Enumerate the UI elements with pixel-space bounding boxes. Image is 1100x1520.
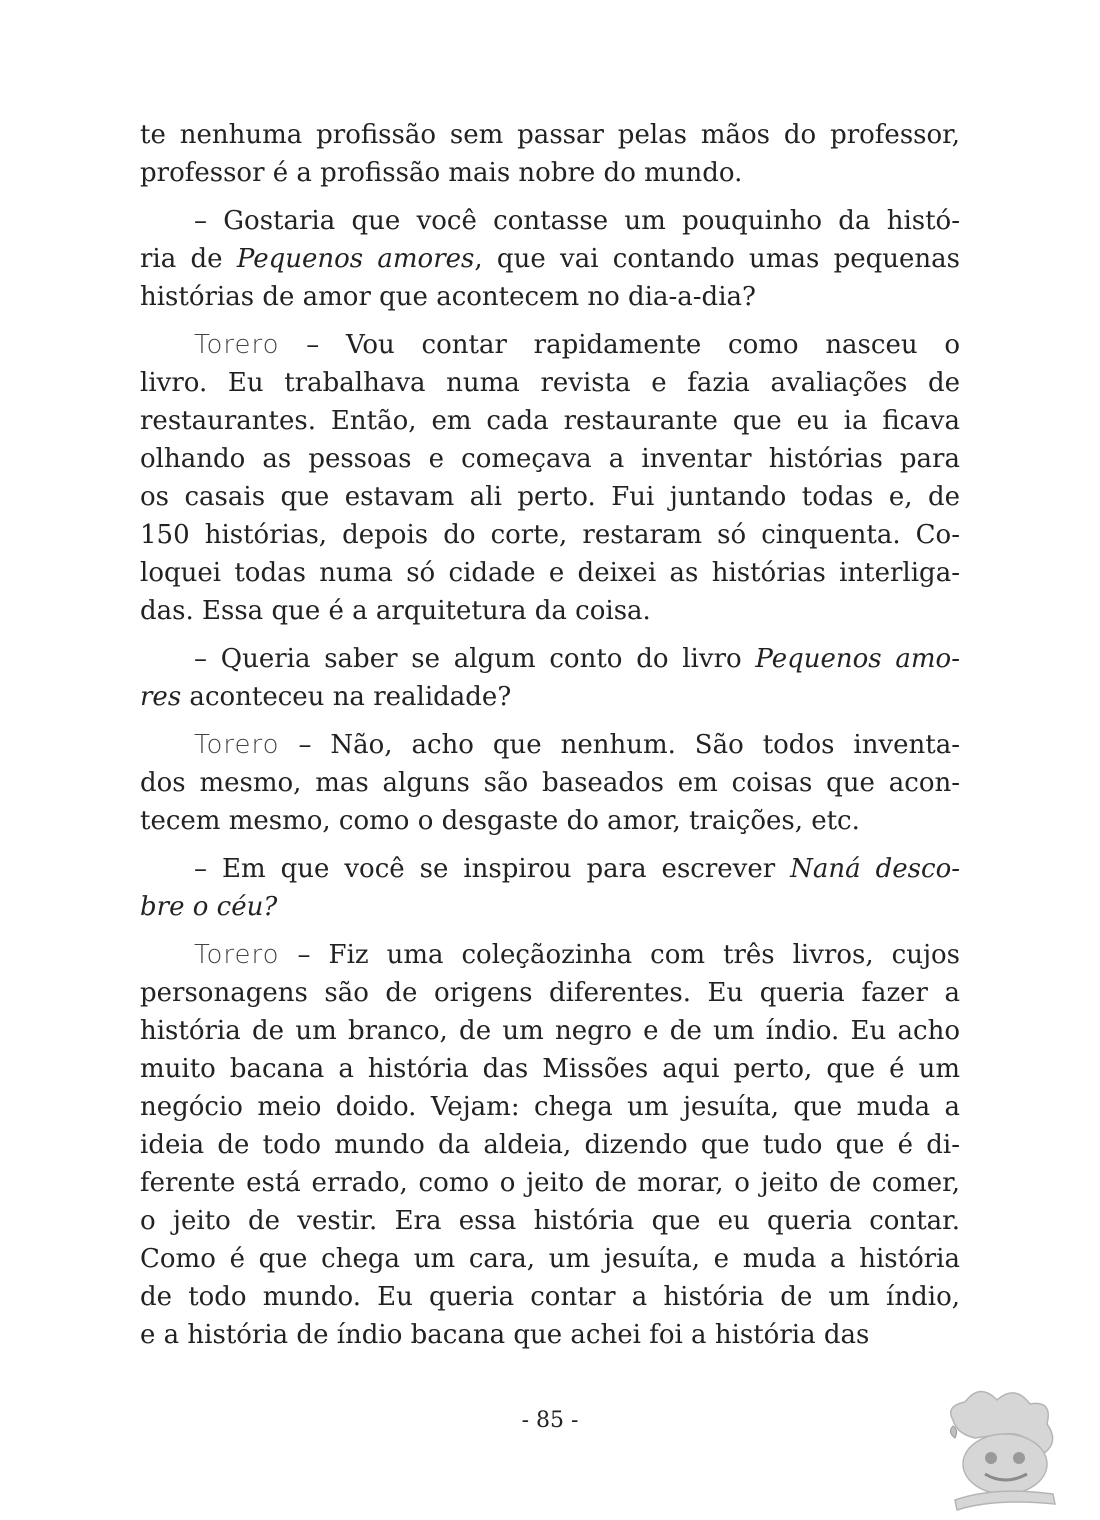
text-run: o jeito de vestir. Era essa história que eu queria contar. xyxy=(140,1206,960,1236)
text-run: – Vou contar rapidamente como nasceu o xyxy=(279,330,960,360)
mascot-illustration-icon xyxy=(935,1382,1065,1512)
text-run: das. Essa que é a arquitetura da coisa. xyxy=(140,596,651,626)
text-line xyxy=(140,1202,960,1240)
text-line xyxy=(140,516,960,554)
text-run: os casais que estavam ali perto. Fui juntando todas e, de xyxy=(140,482,960,512)
text-run: Como é que chega um cara, um jesuíta, e muda a história xyxy=(140,1244,960,1274)
text-line xyxy=(140,1126,960,1164)
text-run: olhando as pessoas e começava a inventar histórias para xyxy=(140,444,960,474)
paragraph xyxy=(140,936,960,1354)
text-run: ideia de todo mundo da aldeia, dizendo que tudo que é di- xyxy=(140,1130,960,1160)
text-run: 150 histórias, depois do corte, restaram só cinquenta. Co- xyxy=(140,520,960,550)
text-line xyxy=(140,1050,960,1088)
text-line xyxy=(140,402,960,440)
text-line xyxy=(140,974,960,1012)
text-run: livro. Eu trabalhava numa revista e fazia avaliações de xyxy=(140,368,960,398)
text-line xyxy=(140,640,960,678)
text-line xyxy=(140,1240,960,1278)
paragraph xyxy=(140,202,960,316)
italic-title: res xyxy=(140,682,182,712)
text-run: – Em que você se inspirou para escrever xyxy=(194,854,791,884)
italic-title: Pequenos amo- xyxy=(755,644,960,674)
paragraph xyxy=(140,326,960,630)
text-run: – Gostaria que você contasse um pouquinho da histó- xyxy=(194,206,960,236)
text-run: de todo mundo. Eu queria contar a história de um índio, xyxy=(140,1282,960,1312)
text-run: e a história de índio bacana que achei foi a história das xyxy=(140,1320,870,1350)
text-run: te nenhuma profissão sem passar pelas mãos do professor, xyxy=(140,120,960,150)
text-run: ria de xyxy=(140,244,237,274)
paragraph xyxy=(140,850,960,926)
text-line xyxy=(140,154,960,192)
italic-title: Pequenos amores xyxy=(236,244,475,274)
text-line xyxy=(140,678,960,716)
italic-title: Naná desco- xyxy=(790,854,961,884)
text-line xyxy=(140,592,960,630)
text-line xyxy=(140,1088,960,1126)
text-run: dos mesmo, mas alguns são baseados em coisas que acon- xyxy=(140,768,960,798)
text-line xyxy=(140,802,960,840)
text-run: aconteceu na realidade? xyxy=(181,682,512,712)
text-run: – Não, acho que nenhum. São todos inventa- xyxy=(279,730,960,760)
text-line xyxy=(140,936,960,974)
text-run: história de um branco, de um negro e de um índio. Eu acho xyxy=(140,1016,960,1046)
text-line xyxy=(140,116,960,154)
text-line xyxy=(140,202,960,240)
page-text xyxy=(140,116,960,1354)
speaker-label: Torero xyxy=(194,730,280,760)
text-line xyxy=(140,888,960,926)
text-line xyxy=(140,850,960,888)
text-line xyxy=(140,1278,960,1316)
text-run: ferente está errado, como o jeito de morar, o jeito de comer, xyxy=(140,1168,960,1198)
page-number: - 85 - xyxy=(521,1408,579,1433)
text-line xyxy=(140,364,960,402)
speaker-label: Torero xyxy=(194,940,280,970)
text-run: restaurantes. Então, em cada restaurante que eu ia ficava xyxy=(140,406,960,436)
text-run: professor é a profissão mais nobre do mundo. xyxy=(140,158,743,188)
speaker-label: Torero xyxy=(194,330,280,360)
text-line xyxy=(140,326,960,364)
paragraph xyxy=(140,726,960,840)
text-run: personagens são de origens diferentes. Eu queria fazer a xyxy=(140,978,960,1008)
text-line xyxy=(140,554,960,592)
text-run: – Queria saber se algum conto do livro xyxy=(194,644,756,674)
text-run: negócio meio doido. Vejam: chega um jesuíta, que muda a xyxy=(140,1092,960,1122)
text-run: muito bacana a história das Missões aqui perto, que é um xyxy=(140,1054,960,1084)
italic-title: bre o céu? xyxy=(140,892,278,922)
text-line xyxy=(140,726,960,764)
text-line xyxy=(140,1164,960,1202)
text-run: histórias de amor que acontecem no dia-a-dia? xyxy=(140,282,756,312)
text-line xyxy=(140,478,960,516)
text-run: , que vai contando umas pequenas xyxy=(474,244,960,274)
text-line xyxy=(140,1316,960,1354)
text-run: tecem mesmo, como o desgaste do amor, traições, etc. xyxy=(140,806,860,836)
text-line xyxy=(140,240,960,278)
paragraph xyxy=(140,116,960,192)
text-run: – Fiz uma coleçãozinha com três livros, cujos xyxy=(279,940,960,970)
text-line xyxy=(140,278,960,316)
text-line xyxy=(140,440,960,478)
text-line xyxy=(140,764,960,802)
text-run: loquei todas numa só cidade e deixei as histórias interliga- xyxy=(140,558,960,588)
paragraph xyxy=(140,640,960,716)
text-line xyxy=(140,1012,960,1050)
